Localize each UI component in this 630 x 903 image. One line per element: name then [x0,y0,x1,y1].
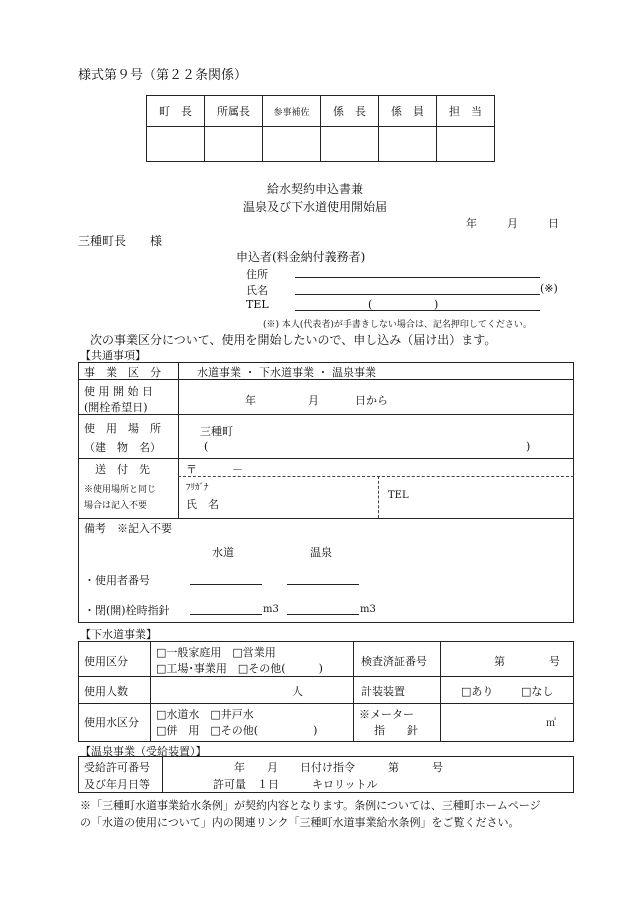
meter-water-line[interactable] [190,614,262,615]
tel-open-paren: ( [368,298,373,311]
divider [78,458,574,459]
date-month-label: 月 [507,217,518,230]
send-label: 送 付 先 [95,463,150,476]
divider [378,476,379,518]
inspection-number-prefix[interactable]: 第 [494,655,505,668]
divider [78,676,574,677]
stamp-cell[interactable] [379,127,437,162]
section-title-sewer: 【下水道事業】 [80,628,157,641]
place-open-paren: ( [204,440,209,453]
tel-label: TEL [246,298,269,311]
user-number-label: ・使用者番号 [84,574,150,587]
postal-dash[interactable]: － [232,463,243,476]
footnote-line-1: ※「三種町水道事業給水条例」が契約内容となります。条例については、三種町ホームページ [80,799,541,812]
meter-reading-label: ・閉(開)栓時指針 [84,604,170,617]
remarks-water-col: 水道 [212,546,234,559]
send-note-1: ※使用場所と同じ [84,485,157,495]
inspection-number-suffix: 号 [549,655,560,668]
place-label-1: 使 用 場 所 [84,422,161,435]
meter-device-no[interactable]: □なし [521,685,554,698]
document-title-1: 給水契約申込書兼 [266,182,363,196]
place-value[interactable]: 三種町 [200,425,233,438]
start-year[interactable]: 年 [245,394,256,407]
remarks-onsen-col: 温泉 [310,546,332,559]
onsen-permit-label-2: 及び年月日等 [84,778,150,791]
name-line[interactable] [295,294,540,295]
usage-class-options-1[interactable]: □一般家庭用 □営業用 [156,646,276,659]
meter-reading-label-1: ※メーター [359,708,414,721]
addressee: 三種町長 様 [78,234,163,248]
user-number-water-line[interactable] [190,584,262,585]
divider [440,641,441,742]
divider [78,414,574,415]
divider [150,641,151,742]
divider [78,703,574,704]
date-day-label: 日 [548,217,559,230]
applicant-heading: 申込者(料金納付義務者) [236,250,366,264]
meter-onsen-line[interactable] [287,614,359,615]
date-year-label: 年 [466,217,477,230]
water-class-label: 使用水区分 [84,716,139,729]
business-type-options[interactable]: 水道事業 ・ 下水道事業 ・ 温泉事業 [197,366,376,379]
approval-col-chief: 係 長 [321,96,379,127]
meter-onsen-unit: m3 [360,604,376,615]
user-number-onsen-line[interactable] [287,584,359,585]
document-title-2: 温泉及び下水道使用開始届 [242,200,387,214]
stamp-cell[interactable] [147,127,205,162]
tel-line[interactable] [295,310,540,311]
approval-col-charge: 担 当 [437,96,495,127]
send-name-label: 氏 名 [186,498,219,511]
onsen-permit-row-1[interactable]: 年 月 日付け指令 第 号 [234,761,443,774]
approval-col-assistant: 参事補佐 [263,96,321,127]
people-count-unit[interactable]: 人 [292,685,303,698]
onsen-permit-row-2[interactable]: 許可量 １日 キロリットル [213,778,378,791]
meter-device-label: 計装装置 [361,685,405,698]
divider [353,641,354,742]
onsen-permit-label-1: 受給許可番号 [84,761,150,774]
people-count-label: 使用人数 [84,685,128,698]
place-label-2: （建 物 名） [84,441,161,454]
meter-reading-label-2: 指 針 [374,724,418,737]
intro-text: 次の事業区分について、使用を開始したいので、申し込み（届け出）ます。 [90,333,497,347]
section-title-common: 【共通事項】 [80,349,146,362]
approval-col-staff: 係 員 [379,96,437,127]
send-note-2: 場合は記入不要 [84,501,148,511]
meter-device-yes[interactable]: □あり [461,685,494,698]
address-line[interactable] [295,277,540,278]
stamp-cell[interactable] [437,127,495,162]
usage-class-options-2[interactable]: □工場･事業用 □その他( ) [156,662,323,675]
water-class-options-2[interactable]: □併 用 □その他( ) [156,724,318,737]
meter-reading-unit[interactable]: ㎥ [546,718,556,729]
approval-stamp-table [146,95,495,162]
divider [178,362,179,518]
name-suffix: (※) [540,282,558,295]
approval-col-mayor: 町 長 [147,96,205,127]
address-label: 住所 [246,268,268,281]
stamp-cell[interactable] [205,127,263,162]
furigana-label: ﾌﾘｶﾞﾅ [186,483,209,493]
usage-class-label: 使用区分 [84,655,128,668]
remarks-label: 備考 ※記入不要 [84,522,172,535]
stamp-cell[interactable] [321,127,379,162]
footnote-line-2: の「水道の使用について」内の関連リンク「三種町水道事業給水条例」をご覧ください。 [80,816,520,829]
tel-close-paren: ) [434,298,439,311]
business-type-label: 事 業 区 分 [84,366,161,379]
postal-mark: 〒 [186,463,197,476]
place-close-paren: ) [526,440,531,453]
start-month[interactable]: 月 [308,394,319,407]
divider [162,756,163,793]
start-date-label-1: 使 用 開 始 日 [84,385,153,398]
stamp-cell[interactable] [263,127,321,162]
start-day[interactable]: 日から [355,394,388,407]
name-label: 氏名 [246,284,268,297]
date-field[interactable] [466,215,559,231]
water-class-options-1[interactable]: □水道水 □井戸水 [156,708,254,721]
form-number: 様式第９号（第２２条関係） [78,68,248,83]
start-date-label-2: (開栓希望日) [84,401,148,414]
section-title-onsen: 【温泉事業（受給装置）】 [80,745,207,758]
signature-note: (※) 本人(代表者)が手書きしない場合は、記名押印してください。 [263,320,532,330]
divider [78,518,574,519]
send-tel-label: TEL [388,490,409,501]
approval-col-dept-head: 所属長 [205,96,263,127]
meter-water-unit: m3 [263,604,279,615]
inspection-number-label: 検査済証番号 [361,655,427,668]
